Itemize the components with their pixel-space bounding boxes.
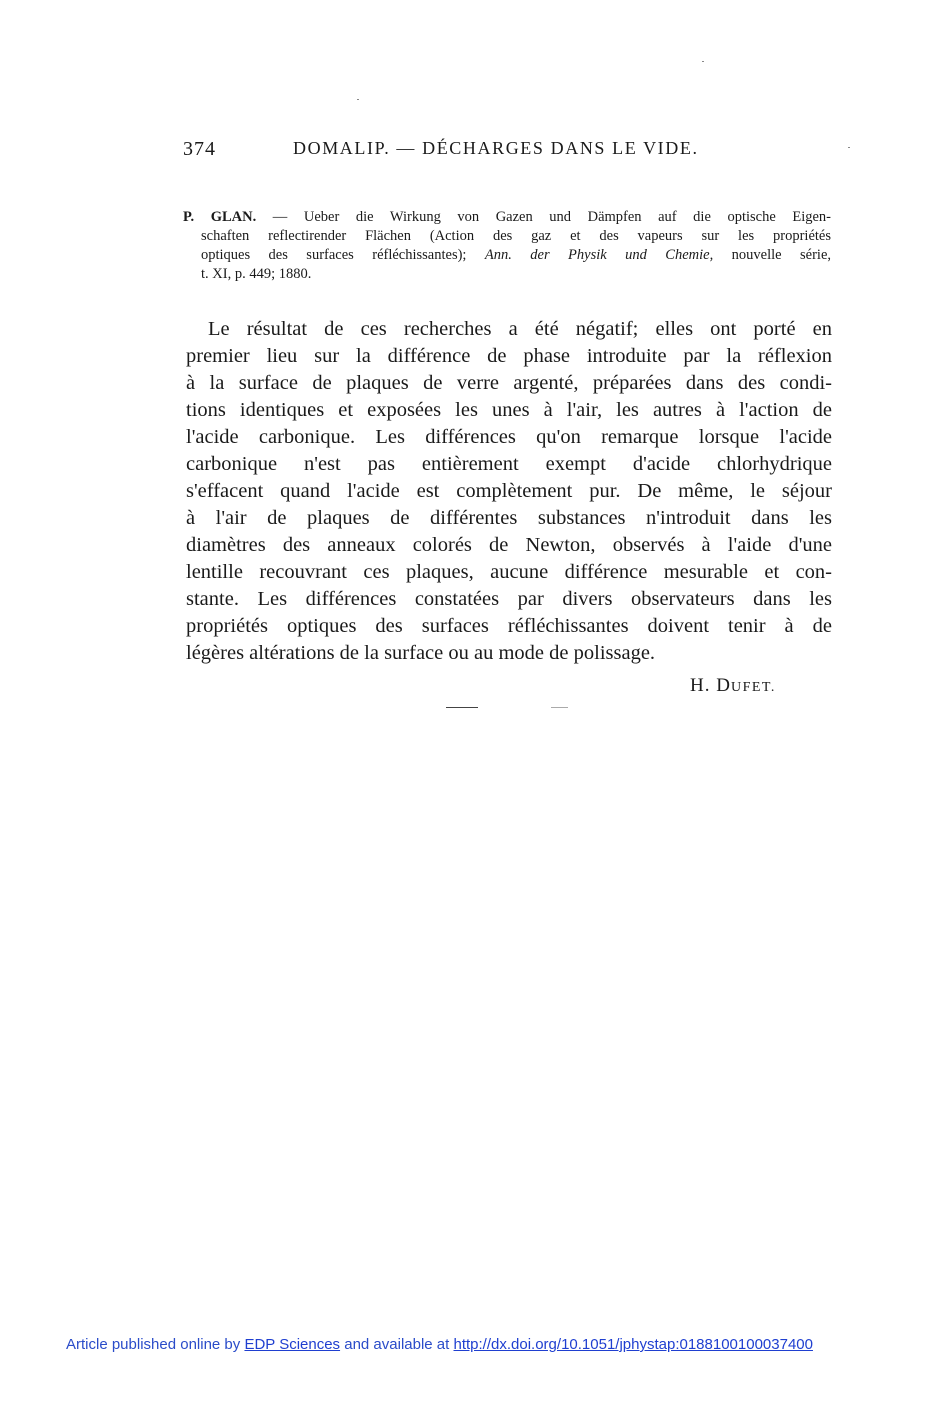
abstract-line: propriétés optiques des surfaces réfléchissantes doivent tenir à de <box>186 615 832 637</box>
reference-line <box>183 208 831 227</box>
publication-footer <box>66 1336 813 1353</box>
bibliographic-reference <box>183 208 831 284</box>
footer-middle: and available at <box>344 1336 450 1353</box>
page-number: 374 <box>183 138 216 160</box>
reference-title-start: — Ueber die Wirkung von Gazen und Dämpfen auf die optische Eigen- <box>272 209 831 225</box>
section-divider <box>551 707 568 708</box>
scan-speck <box>848 147 850 148</box>
abstract-paragraph <box>186 316 832 667</box>
abstract-line: légères altérations de la surface ou au mode de polissage. <box>186 642 656 664</box>
page-header <box>183 138 723 164</box>
author-signature <box>690 675 776 697</box>
reference-line: schaften reflectirender Flächen (Action des gaz et des vapeurs sur les propriétés <box>201 228 831 244</box>
abstract-line: Le résultat de ces recherches a été négatif; elles ont porté en <box>208 318 832 340</box>
abstract-line: carbonique n'est pas entièrement exempt d'acide chlorhydrique <box>186 453 832 475</box>
scan-speck <box>702 61 704 62</box>
doi-link[interactable]: http://dx.doi.org/10.1051/jphystap:0188100100037400 <box>453 1336 813 1353</box>
abstract-line: premier lieu sur la différence de phase introduite par la réflexion <box>186 345 832 367</box>
abstract-line: tions identiques et exposées les unes à l'air, les autres à l'action de <box>186 399 832 421</box>
abstract-line: diamètres des anneaux colorés de Newton, observés à l'aide d'une <box>186 534 832 556</box>
reference-journal: Ann. der Physik und Chemie, <box>484 247 714 263</box>
signature-initial: H. D <box>690 675 731 696</box>
publisher-link[interactable]: EDP Sciences <box>244 1336 341 1353</box>
reference-series: nouvelle série, <box>731 247 832 263</box>
abstract-line: s'effacent quand l'acide est complètement pur. De même, le séjour <box>186 480 832 502</box>
reference-title-end: optiques des surfaces réfléchissantes); <box>201 247 467 263</box>
running-title: DOMALIP. — DÉCHARGES DANS LE VIDE. <box>293 138 699 158</box>
footer-prefix: Article published online by <box>66 1336 241 1353</box>
section-divider <box>446 707 478 708</box>
abstract-line: stante. Les différences constatées par divers observateurs dans les <box>186 588 832 610</box>
reference-line <box>183 246 831 265</box>
scan-speck <box>357 99 359 100</box>
abstract-line: lentille recouvrant ces plaques, aucune différence mesurable et con- <box>186 561 832 583</box>
abstract-line: l'acide carbonique. Les différences qu'on remarque lorsque l'acide <box>186 426 832 448</box>
reference-author: P. GLAN. <box>183 209 257 225</box>
signature-surname: UFET. <box>730 680 776 695</box>
abstract-line: à la surface de plaques de verre argenté, préparées dans des condi- <box>186 372 832 394</box>
reference-line: t. XI, p. 449; 1880. <box>201 266 312 282</box>
abstract-line: à l'air de plaques de différentes substances n'introduit dans les <box>186 507 832 529</box>
